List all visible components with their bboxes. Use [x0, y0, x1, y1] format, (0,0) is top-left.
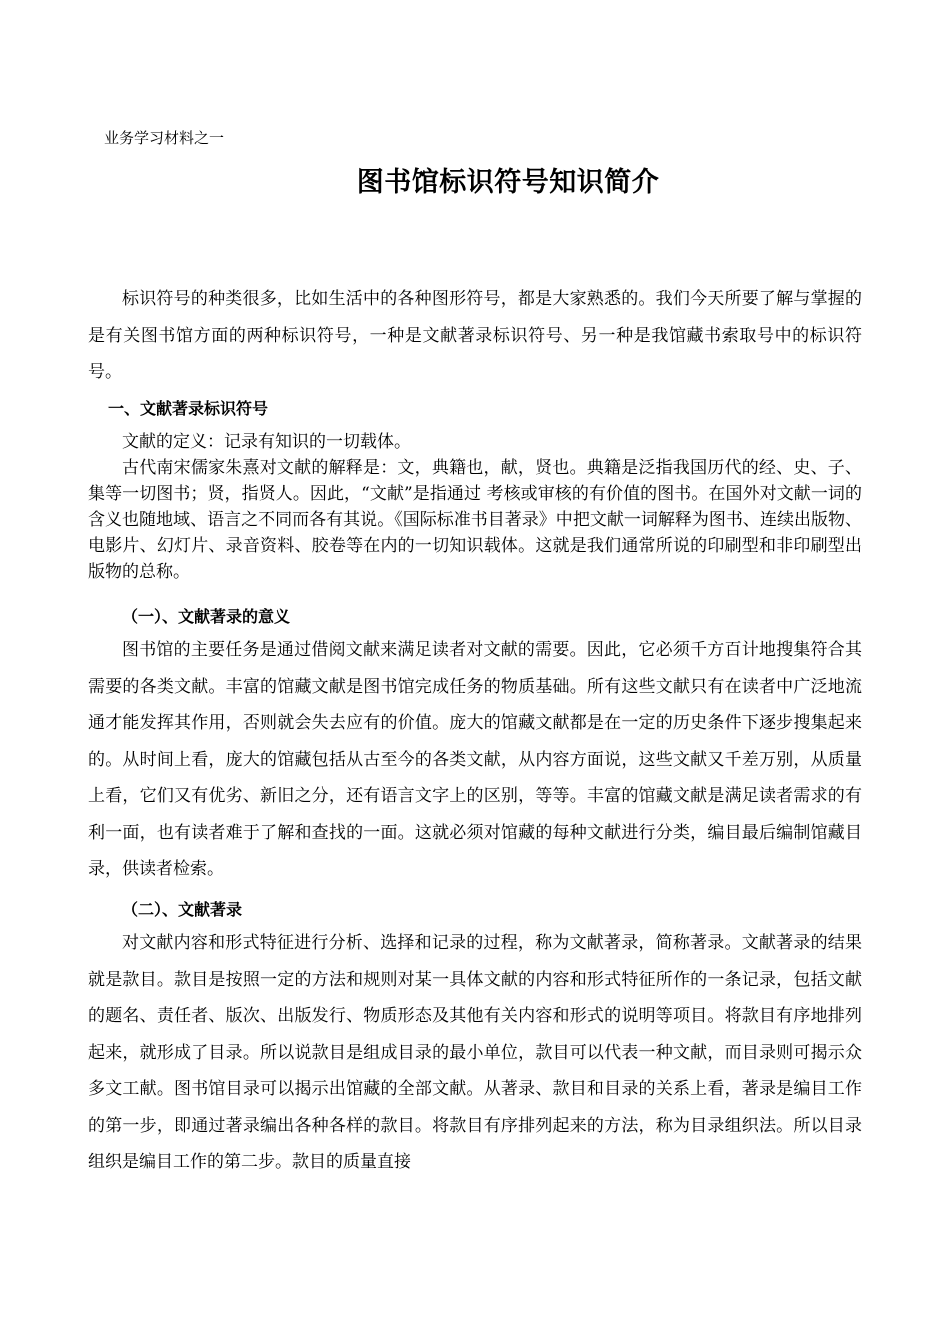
definition-paragraph: 文献的定义：记录有知识的一切载体。 [122, 432, 411, 452]
series-label: 业务学习材料之一 [104, 129, 225, 147]
section-heading-1: 一、文献著录标识符号 [108, 399, 269, 418]
intro-paragraph: 标识符号的种类很多，比如生活中的各种图形符号，都是大家熟悉的。我们今天所要了解与掌握的是有关图书馆方面的两种标识符号，一种是文献著录标识符号、另一种是我馆藏书索取号中的标识符号。 [88, 289, 862, 382]
subsection-heading-2: （二）、文献著录 [122, 900, 243, 919]
explanation-paragraph: 古代南宋儒家朱熹对文献的解释是：文，典籍也，献，贤也。典籍是泛指我国历代的经、史、子、集等一切图书；贤，指贤人。因此，“文献”是指通过 考核或审核的有价值的图书。在国外对文献一词的含义也随地域、语言之不同而各有其说。《国际标准书目著录》中把文献一词解释为图书、连续出版物、电影片、幻灯片、录音资料、胶卷等在内的一切知识载体。这就是我们通常所说的印刷型和非印刷型出版物的总称。 [88, 458, 862, 582]
cataloging-paragraph: 对文献内容和形式特征进行分析、选择和记录的过程，称为文献著录，简称著录。文献著录的结果就是款目。款目是按照一定的方法和规则对某一具体文献的内容和形式特征所作的一条记录，包括文献的题名、责任者、版次、出版发行、物质形态及其他有关内容和形式的说明等项目。将款目有序地排列起来，就形成了目录。所以说款目是组成目录的最小单位，款目可以代表一种文献，而目录则可揭示众多文工献。图书馆目录可以揭示出馆藏的全部文献。从著录、款目和目录的关系上看，著录是编目工作的第一步，即通过著录编出各种各样的款目。将款目有序排列起来的方法，称为目录组织法。所以目录组织是编目工作的第二步。款目的质量直接 [88, 933, 862, 1172]
document-title: 图书馆标识符号知识简介 [356, 167, 660, 198]
significance-paragraph: 图书馆的主要任务是通过借阅文献来满足读者对文献的需要。因此，它必须千方百计地搜集符合其需要的各类文献。丰富的馆藏文献是图书馆完成任务的物质基础。所有这些文献只有在读者中广泛地流通才能发挥其作用，否则就会失去应有的价值。庞大的馆藏文献都是在一定的历史条件下逐步搜集起来的。从时间上看，庞大的馆藏包括从古至今的各类文献，从内容方面说，这些文献又千差万别，从质量上看，它们又有优劣、新旧之分，还有语言文字上的区别，等等。丰富的馆藏文献是满足读者需求的有利一面，也有读者难于了解和查找的一面。这就必须对馆藏的每种文献进行分类，编目最后编制馆藏目录，供读者检索。 [88, 640, 862, 879]
subsection-heading-1: （一）、文献著录的意义 [122, 607, 291, 626]
